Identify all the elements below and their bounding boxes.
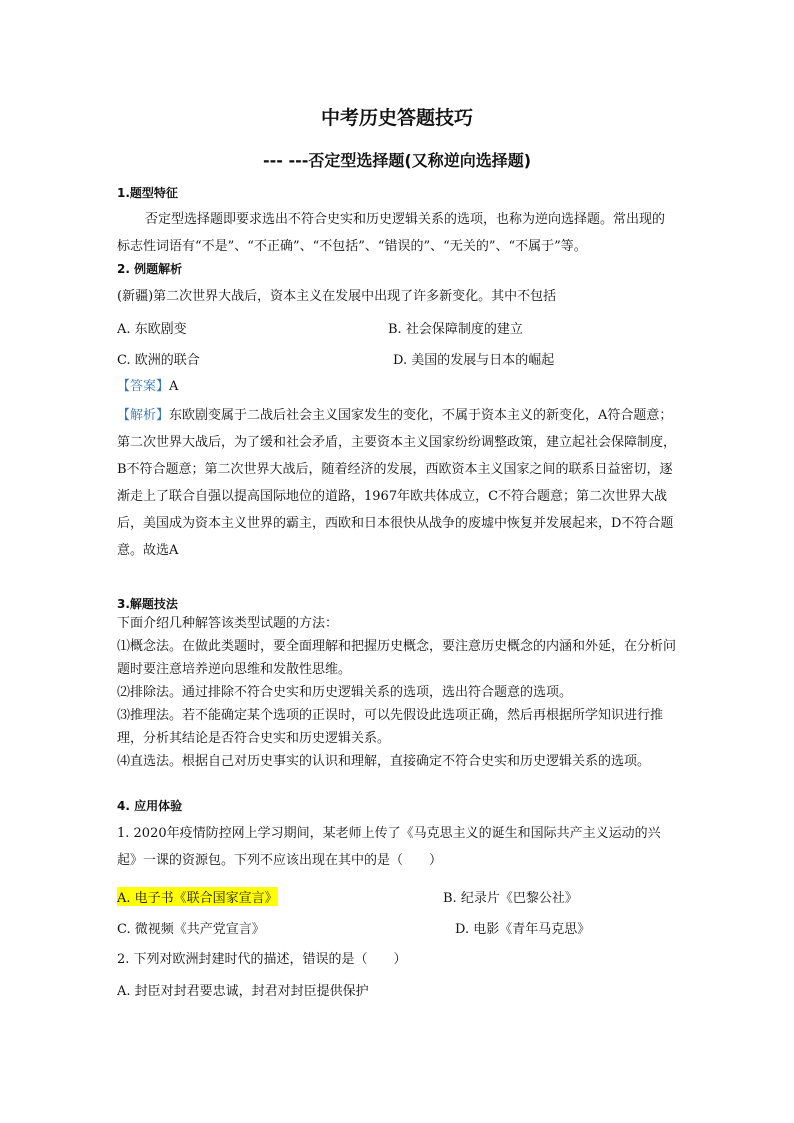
method-intro: 下面介绍几种解答该类型试题的方法：: [117, 616, 339, 631]
section-1-heading: 1.题型特征: [117, 186, 178, 200]
method-1: ⑴概念法。在做此类题时，要全面理解和把握历史概念，要注意历史概念的内涵和外延，在分析问题时要注意培养逆向思维和发散性思维。: [117, 639, 677, 677]
method-4: ⑷直选法。根据自己对历史事实的认识和理解，直接确定不符合史实和历史逻辑关系的选项。: [117, 754, 651, 769]
section-4-heading: 4. 应用体验: [117, 799, 183, 813]
section-2-heading: 2. 例题解析: [117, 262, 183, 276]
question-1-option-a: A. 电子书《联合国家宣言》: [117, 887, 278, 906]
example-option-a: A. 东欧剧变: [117, 322, 187, 337]
method-3: ⑶推理法。若不能确定某个选项的正误时，可以先假设此选项正确，然后再根据所学知识进行推理，分析其结论是否符合史实和历史逻辑关系。: [117, 708, 664, 746]
answer-value: A: [169, 379, 179, 394]
analysis-paragraph: [117, 402, 677, 564]
page-title: 中考历史答题技巧: [320, 107, 473, 129]
analysis-text: 东欧剧变属于二战后社会主义国家发生的变化，不属于资本主义的新变化，A符合题意；第二次世界大战后，为了缓和社会矛盾，主要资本主义国家纷纷调整政策，建立起社会保障制度，B不符合题意；第二次世界大战后，随着经济的发展，西欧资本主义国家之间的联系日益密切，逐渐走上了联合自强以提高国际地位的道路，1967年欧共体成立，C不符合题意；第二次世界大战后，美国成为资本主义世界的霸主，西欧和日本很快从战争的废墟中恢复并发展起来，D不符合题意。故选A: [117, 408, 677, 558]
answer-line: [117, 373, 677, 400]
method-2: ⑵排除法。通过排除不符合史实和历史逻辑关系的选项，选出符合题意的选项。: [117, 685, 573, 700]
section-1-text: 否定型选择题即要求选出不符合史实和历史逻辑关系的选项，也称为逆向选择题。常出现的标志性词语有“不是”、“不正确”、“不包括”、“错误的”、“无关的”、“不属于”等。: [117, 212, 666, 254]
example-option-c: C. 欧洲的联合: [117, 353, 200, 368]
analysis-tag: 【解析】: [117, 408, 170, 423]
question-2-option-a: A. 封臣对封君要忠诚，封君对封臣提供保护: [117, 984, 369, 999]
section-3-heading: 3.解题技法: [117, 597, 178, 611]
question-1-option-d: D. 电影《青年马克思》: [455, 922, 591, 937]
example-question: (新疆)第二次世界大战后，资本主义在发展中出现了许多新变化。其中不包括: [117, 289, 557, 304]
page-subtitle: --- ---否定型选择题(又称逆向选择题): [262, 151, 532, 170]
question-2: 2. 下列对欧洲封建时代的描述，错误的是（ ）: [117, 952, 407, 967]
example-option-b: B. 社会保障制度的建立: [388, 322, 523, 337]
example-option-d: D. 美国的发展与日本的崛起: [393, 353, 555, 368]
question-1-option-b: B. 纪录片《巴黎公社》: [443, 891, 578, 906]
answer-tag: 【答案】: [117, 379, 170, 394]
question-1: 1. 2020年疫情防控网上学习期间，某老师上传了《马克思主义的诞生和国际共产主义运动的兴起》一课的资源包。下列不应该出现在其中的是（ ）: [117, 826, 661, 868]
question-1-option-c: C. 微视频《共产党宣言》: [117, 922, 265, 937]
